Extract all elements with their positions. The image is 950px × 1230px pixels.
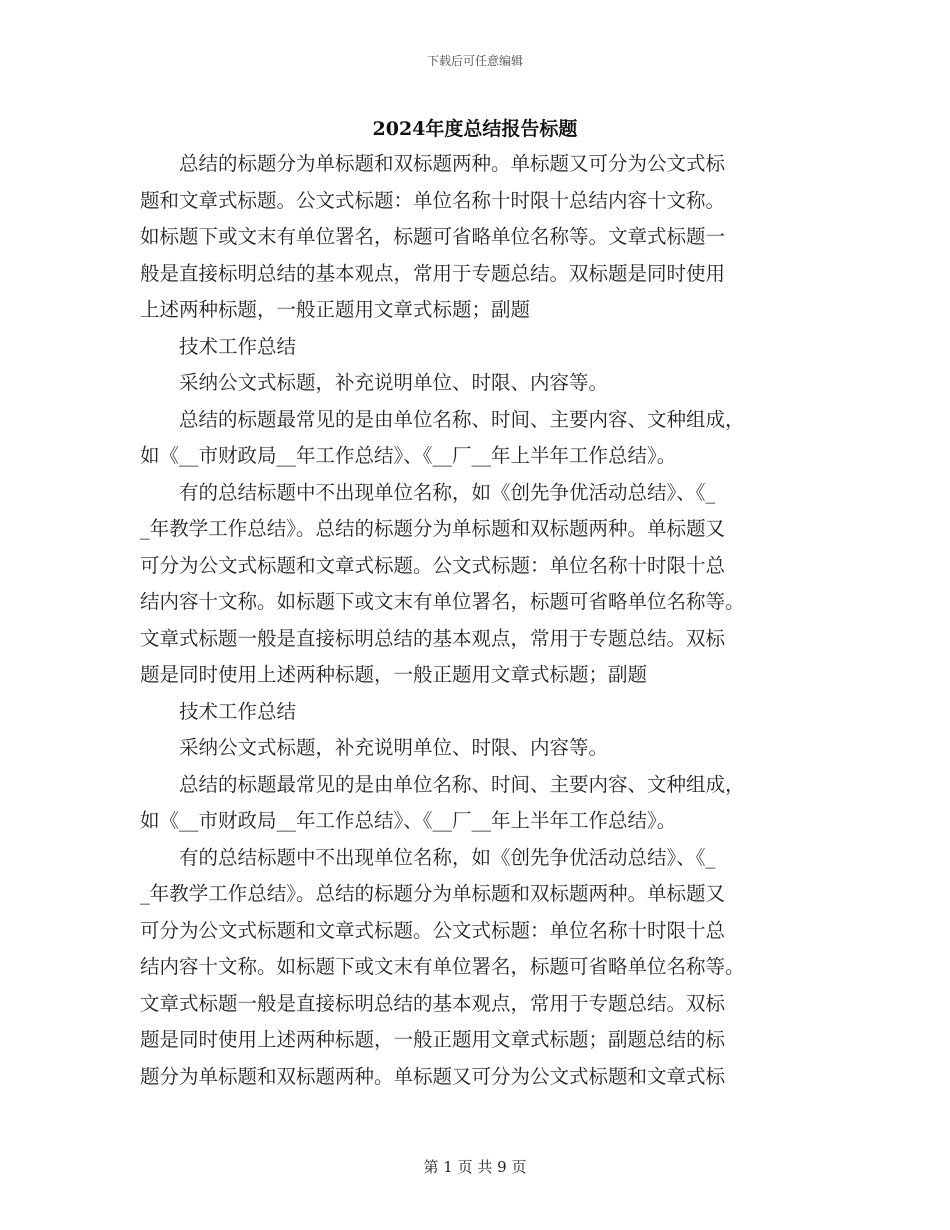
body-line: 题分为单标题和双标题两种。单标题又可分为公文式标题和文章式标 (140, 1064, 726, 1088)
body-line: 文章式标题一般是直接标明总结的基本观点，常用于专题总结。双标 (140, 991, 726, 1015)
body-line: 结内容十文称。如标题下或文末有单位署名，标题可省略单位名称等。 (140, 590, 745, 613)
body-line: 总结的标题最常见的是由单位名称、时间、主要内容、文种组成， (140, 772, 745, 796)
body-line: 题和文章式标题。公文式标题：单位名称十时限十总结内容十文称。 (140, 188, 726, 212)
body-line: 文章式标题一般是直接标明总结的基本观点，常用于专题总结。双标 (140, 626, 726, 650)
page-header: 下载后可任意编辑 (426, 54, 523, 68)
body-line: 如《__市财政局__年工作总结》、《__厂__年上半年工作总结》。 (140, 809, 677, 832)
body-line: _年教学工作总结》。总结的标题分为单标题和双标题两种。单标题又 (140, 517, 726, 540)
page-footer: 第 1 页 共 9 页 (423, 1158, 527, 1176)
body-line: 可分为公文式标题和文章式标题。公文式标题：单位名称十时限十总 (140, 553, 726, 577)
body-line: 般是直接标明总结的基本观点，常用于专题总结。双标题是同时使用 (140, 261, 726, 285)
body-line: _年教学工作总结》。总结的标题分为单标题和双标题两种。单标题又 (140, 882, 726, 905)
body-line: 技术工作总结 (140, 334, 297, 358)
body-line: 结内容十文称。如标题下或文末有单位署名，标题可省略单位名称等。 (140, 955, 745, 978)
body-line: 题是同时使用上述两种标题，一般正题用文章式标题；副题 (140, 663, 648, 686)
body-line: 如标题下或文末有单位署名，标题可省略单位名称等。文章式标题一 (140, 225, 726, 248)
body-line: 上述两种标题，一般正题用文章式标题；副题 (140, 298, 531, 321)
body-line: 可分为公文式标题和文章式标题。公文式标题：单位名称十时限十总 (140, 918, 726, 942)
body-line: 题是同时使用上述两种标题，一般正题用文章式标题；副题总结的标 (140, 1028, 726, 1051)
body-line: 总结的标题最常见的是由单位名称、时间、主要内容、文种组成， (140, 407, 745, 431)
body-line: 如《__市财政局__年工作总结》、《__厂__年上半年工作总结》。 (140, 444, 677, 467)
body-line: 采纳公文式标题，补充说明单位、时限、内容等。 (140, 371, 609, 394)
body-line: 技术工作总结 (140, 699, 297, 723)
document-title: 2024年度总结报告标题 (372, 118, 578, 140)
body-line: 有的总结标题中不出现单位名称，如《创先争优活动总结》、《_ (140, 845, 716, 869)
body-line: 总结的标题分为单标题和双标题两种。单标题又可分为公文式标 (140, 152, 726, 175)
body-line: 采纳公文式标题，补充说明单位、时限、内容等。 (140, 736, 609, 759)
body-line: 有的总结标题中不出现单位名称，如《创先争优活动总结》、《_ (140, 480, 716, 504)
document-body (140, 146, 810, 1095)
